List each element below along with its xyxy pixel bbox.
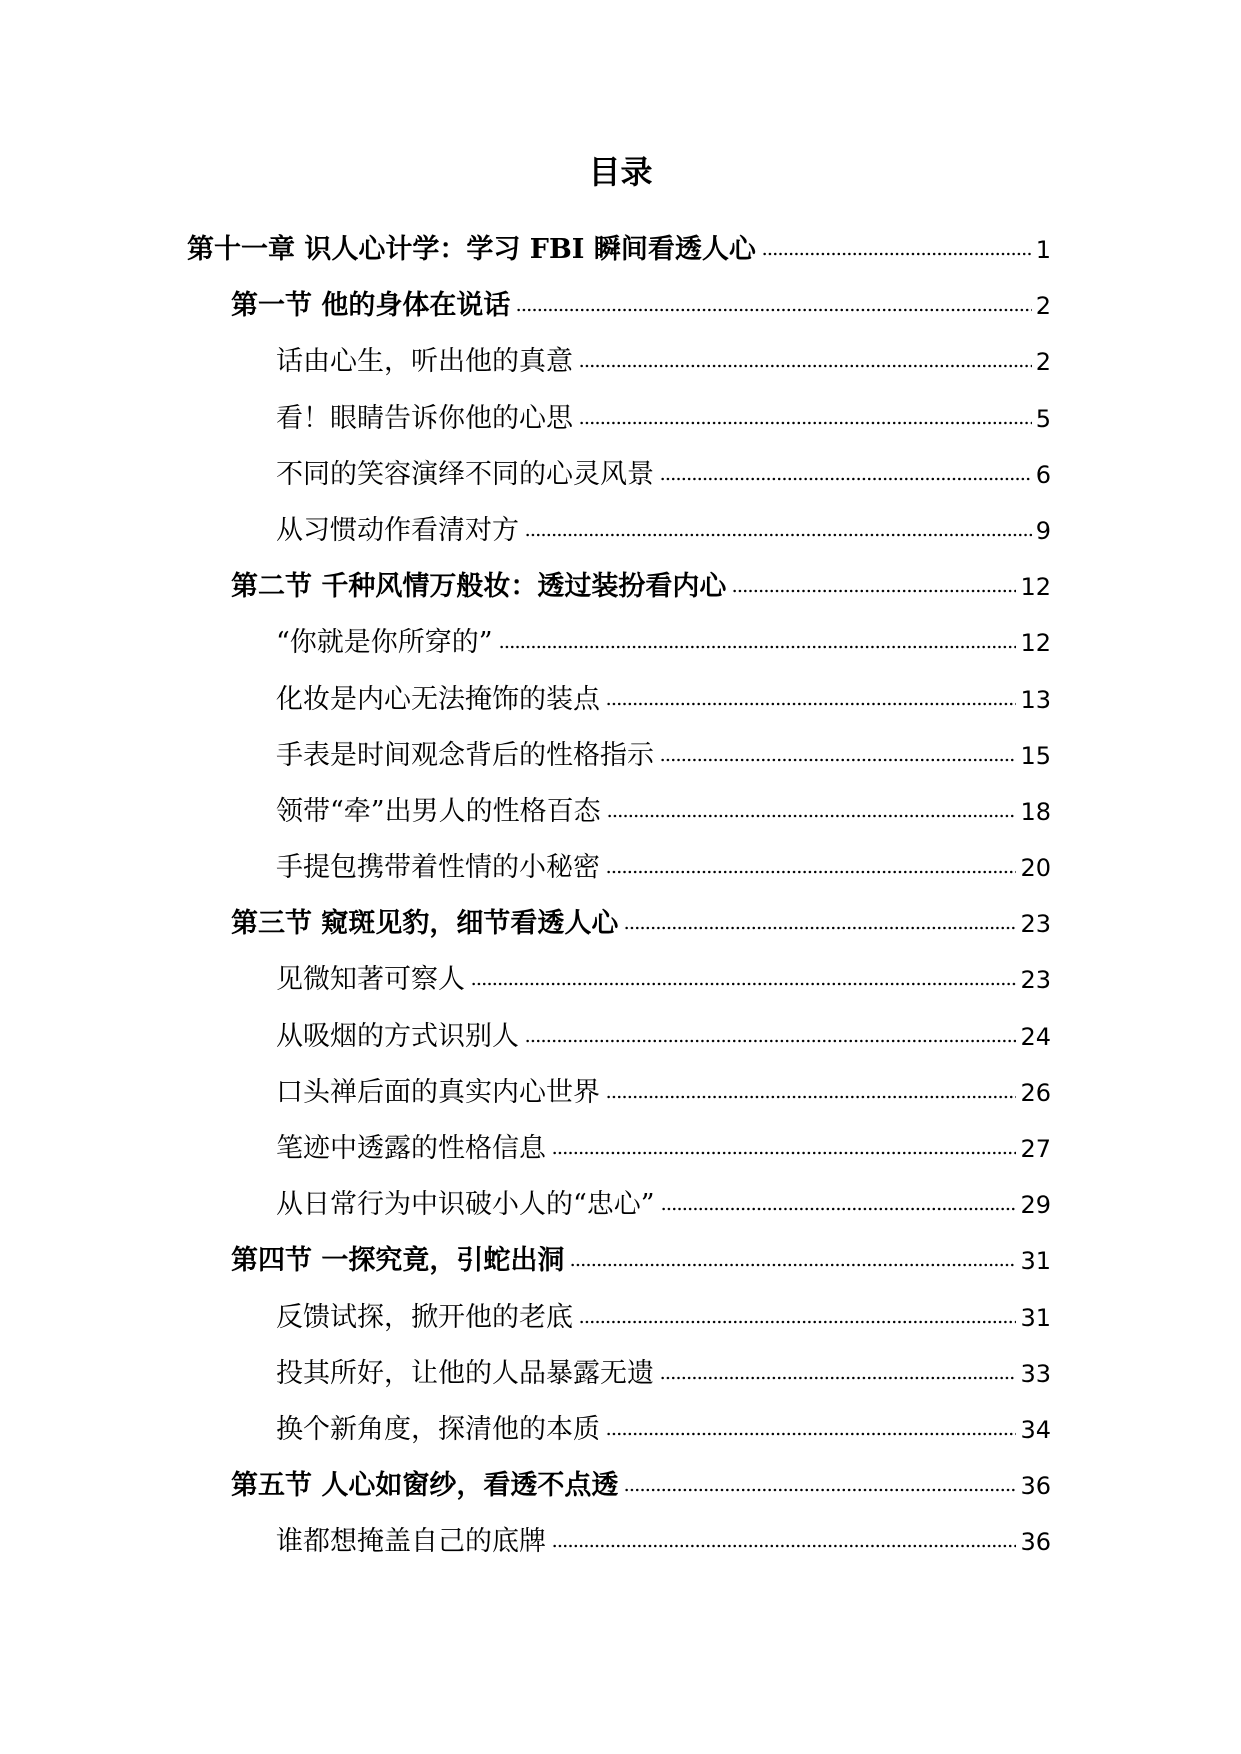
toc-entry-page: 2 [1035,292,1051,321]
toc-entry-label: 从吸烟的方式识别人 [276,1020,519,1052]
toc-entry-label: 从日常行为中识破小人的“忠心” [276,1189,655,1221]
toc-entry-label: 第一节 他的身体在说话 [231,290,511,322]
toc-entry-label: 反馈试探，掀开他的老底 [276,1301,573,1333]
toc-entry-subsection[interactable] [0,623,1241,679]
toc-entry-subsection[interactable] [0,1185,1241,1241]
toc-entry-label: 谁都想掩盖自己的底牌 [276,1526,546,1558]
dot-leader [579,421,1032,425]
toc-entry-page: 24 [1020,1022,1051,1051]
toc-entry-subsection[interactable] [0,792,1241,848]
toc-entry-page: 5 [1035,404,1051,433]
toc-entry-page: 31 [1020,1247,1051,1276]
dot-leader [606,702,1016,706]
toc-entry-page: 6 [1035,460,1051,489]
toc-entry-label: 见微知著可察人 [276,964,465,996]
toc-entry-label: 第五节 人心如窗纱，看透不点透 [231,1470,619,1502]
dot-leader [570,1263,1016,1267]
toc-entry-page: 12 [1020,573,1051,602]
toc-entry-page: 27 [1020,1135,1051,1163]
toc-entry-subsection[interactable] [0,848,1241,904]
toc-entry-page: 31 [1020,1303,1051,1332]
toc-entry-page: 23 [1020,910,1051,939]
toc-entry-label: 投其所好，让他的人品暴露无遗 [276,1357,654,1389]
toc-entry-page: 26 [1020,1078,1051,1107]
dot-leader [516,308,1031,312]
dot-leader [624,1488,1016,1492]
toc-entry-subsection[interactable] [0,1354,1241,1410]
table-of-contents [0,230,1241,1579]
toc-entry-label: 第四节 一探究竟，引蛇出洞 [231,1245,565,1277]
toc-entry-page: 13 [1020,685,1051,714]
dot-leader [660,1376,1016,1380]
toc-entry-chapter[interactable] [0,230,1241,286]
toc-entry-subsection[interactable] [0,511,1241,567]
toc-entry-label: 第二节 千种风情万般妆：透过装扮看内心 [231,571,727,603]
dot-leader [525,533,1032,537]
toc-entry-section[interactable] [0,1241,1241,1297]
toc-entry-subsection[interactable] [0,1522,1241,1578]
toc-entry-subsection[interactable] [0,736,1241,792]
toc-entry-page: 34 [1020,1415,1051,1444]
dot-leader [732,589,1016,593]
dot-leader [624,926,1016,930]
toc-entry-label: 换个新角度，探清他的本质 [276,1413,600,1445]
toc-entry-label: 手提包携带着性情的小秘密 [276,852,600,884]
toc-entry-label: 话由心生，听出他的真意 [276,346,573,378]
toc-entry-subsection[interactable] [0,1298,1241,1354]
dot-leader [579,364,1032,368]
dot-leader [661,1207,1017,1211]
dot-leader [499,645,1017,649]
toc-entry-label: 不同的笑容演绎不同的心灵风景 [276,458,654,490]
toc-entry-subsection[interactable] [0,342,1241,398]
toc-entry-section[interactable] [0,567,1241,623]
toc-entry-page: 33 [1020,1359,1051,1388]
toc-entry-label: “你就是你所穿的” [276,627,493,659]
toc-entry-section[interactable] [0,286,1241,342]
dot-leader [552,1151,1016,1155]
toc-entry-section[interactable] [0,904,1241,960]
dot-leader [525,1039,1016,1043]
toc-entry-subsection[interactable] [0,960,1241,1016]
toc-entry-label: 第三节 窥斑见豹，细节看透人心 [231,908,619,940]
toc-entry-subsection[interactable] [0,1017,1241,1073]
toc-entry-page: 23 [1020,966,1051,995]
dot-leader [606,1432,1016,1436]
toc-entry-subsection[interactable] [0,680,1241,736]
toc-entry-label: 从习惯动作看清对方 [276,514,519,546]
toc-entry-page: 2 [1035,348,1051,377]
toc-entry-subsection[interactable] [0,1073,1241,1129]
dot-leader [471,982,1016,986]
toc-entry-subsection[interactable] [0,455,1241,511]
dot-leader [606,870,1016,874]
dot-leader [660,758,1016,762]
toc-entry-page: 29 [1020,1191,1051,1220]
toc-entry-page: 12 [1020,629,1051,658]
toc-entry-section[interactable] [0,1466,1241,1522]
page-title: 目录 [588,153,653,191]
toc-entry-label: 第十一章 识人心计学：学习 FBI 瞬间看透人心 [187,234,756,265]
toc-entry-label: 看！眼睛告诉你他的心思 [276,402,573,434]
toc-entry-page: 9 [1035,516,1051,545]
dot-leader [579,1320,1016,1324]
toc-entry-label: 口头禅后面的真实内心世界 [276,1076,600,1108]
toc-entry-subsection[interactable] [0,1410,1241,1466]
dot-leader [552,1544,1016,1548]
toc-entry-subsection[interactable] [0,399,1241,455]
toc-entry-page: 1 [1035,236,1051,264]
toc-entry-page: 36 [1020,1528,1051,1557]
dot-leader [606,1095,1016,1099]
toc-entry-page: 20 [1020,854,1051,883]
toc-entry-page: 15 [1020,741,1051,770]
toc-entry-page: 36 [1020,1472,1051,1501]
toc-entry-label: 笔迹中透露的性格信息 [276,1133,546,1164]
toc-entry-page: 18 [1020,797,1051,826]
dot-leader [607,814,1017,818]
toc-entry-label: 领带“牵”出男人的性格百态 [276,795,601,827]
toc-entry-label: 化妆是内心无法掩饰的装点 [276,683,600,715]
toc-entry-label: 手表是时间观念背后的性格指示 [276,739,654,771]
dot-leader [762,252,1032,256]
toc-entry-subsection[interactable] [0,1129,1241,1185]
dot-leader [660,477,1032,481]
